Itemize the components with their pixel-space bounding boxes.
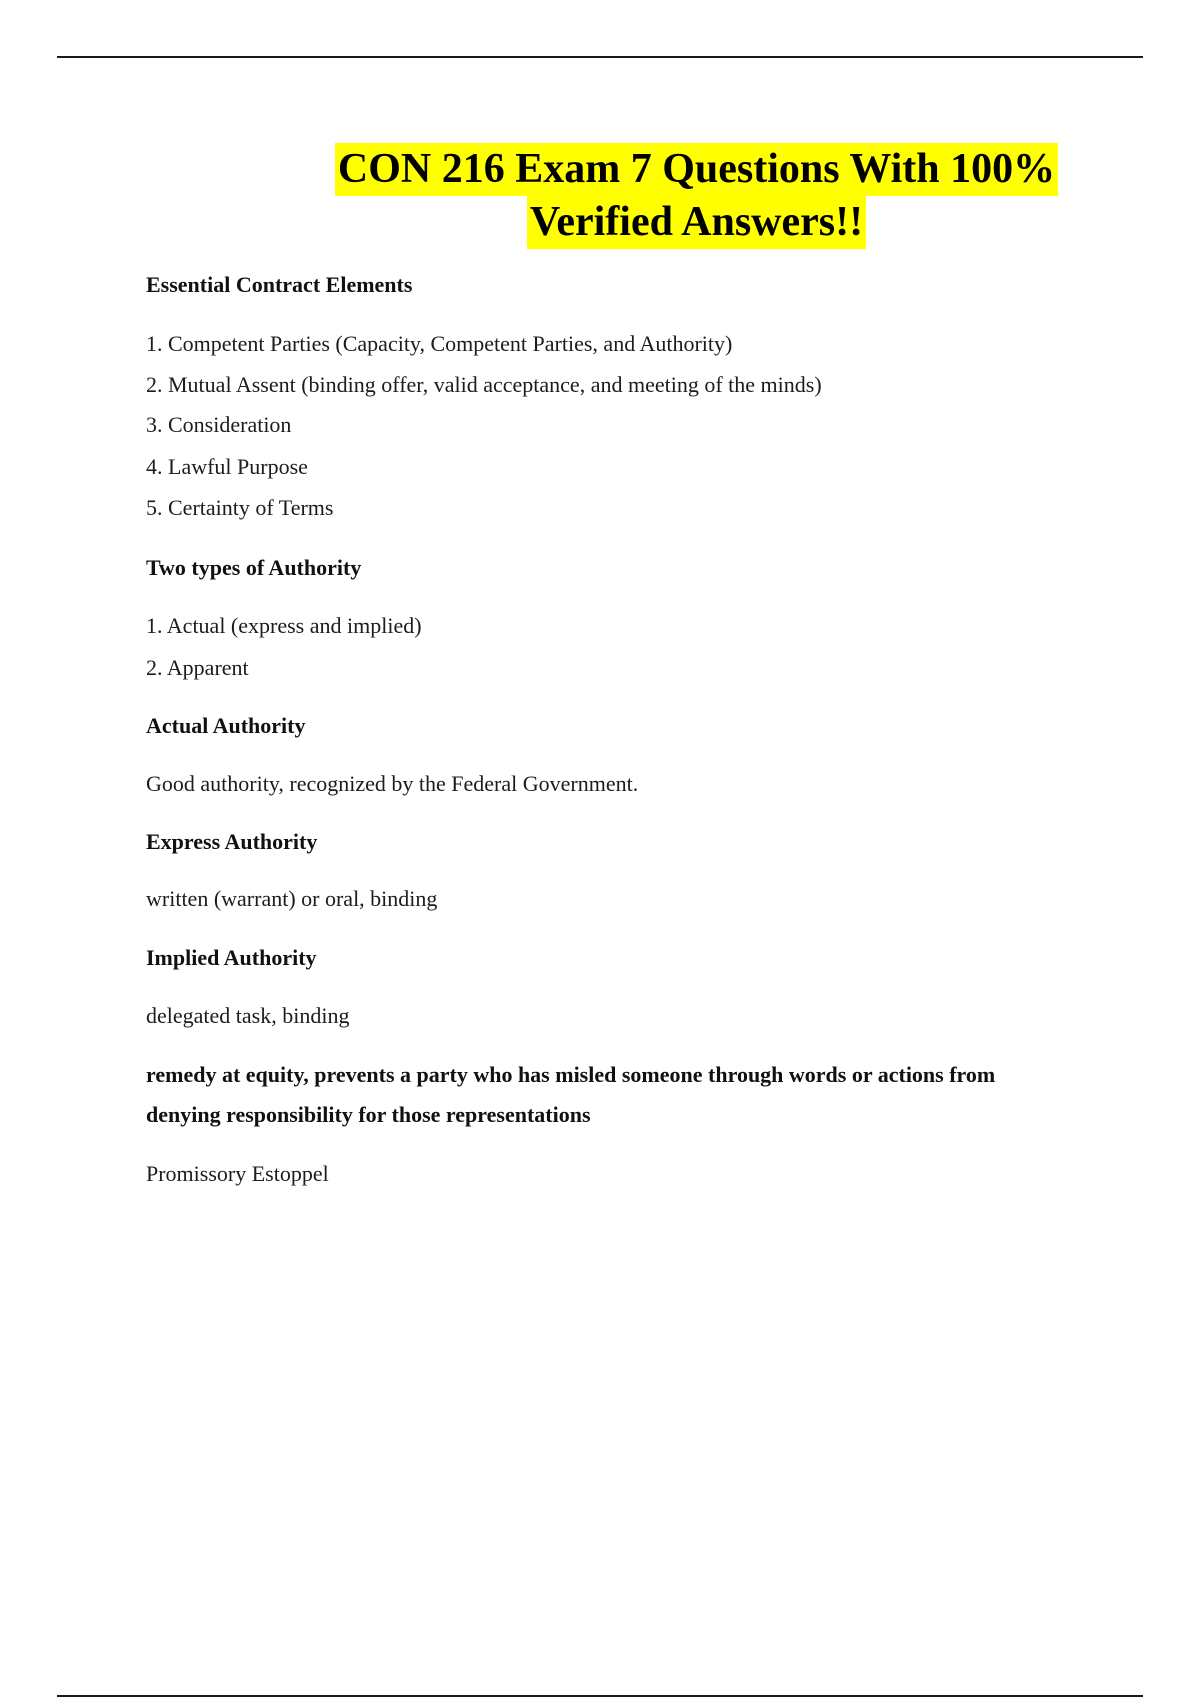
answer-line: 3. Consideration (146, 412, 292, 437)
question-heading: Implied Authority (146, 945, 317, 970)
question-heading: Actual Authority (146, 713, 306, 738)
answer-line: 1. Competent Parties (Capacity, Competent Parties, and Authority) (146, 331, 733, 356)
question-heading-continued: denying responsibility for those representations (146, 1102, 591, 1127)
top-rule (57, 56, 1143, 58)
question-heading: remedy at equity, prevents a party who has misled someone through words or actions from (146, 1062, 996, 1087)
answer-line: Good authority, recognized by the Federal Government. (146, 771, 639, 796)
answer-line: 5. Certainty of Terms (146, 495, 334, 520)
answer-line: written (warrant) or oral, binding (146, 886, 438, 911)
answer-line: delegated task, binding (146, 1003, 350, 1028)
bottom-rule (57, 1695, 1143, 1697)
title-line-1: CON 216 Exam 7 Questions With 100% (335, 143, 1058, 196)
question-heading: Essential Contract Elements (146, 272, 413, 297)
title-line-2: Verified Answers!! (527, 196, 866, 249)
question-heading: Express Authority (146, 829, 318, 854)
answer-line: Promissory Estoppel (146, 1161, 329, 1186)
document-title (310, 143, 1083, 249)
answer-line: 1. Actual (express and implied) (146, 613, 422, 638)
question-heading: Two types of Authority (146, 555, 362, 580)
answer-line: 2. Apparent (146, 655, 249, 680)
answer-line: 2. Mutual Assent (binding offer, valid acceptance, and meeting of the minds) (146, 372, 822, 397)
answer-line: 4. Lawful Purpose (146, 454, 308, 479)
